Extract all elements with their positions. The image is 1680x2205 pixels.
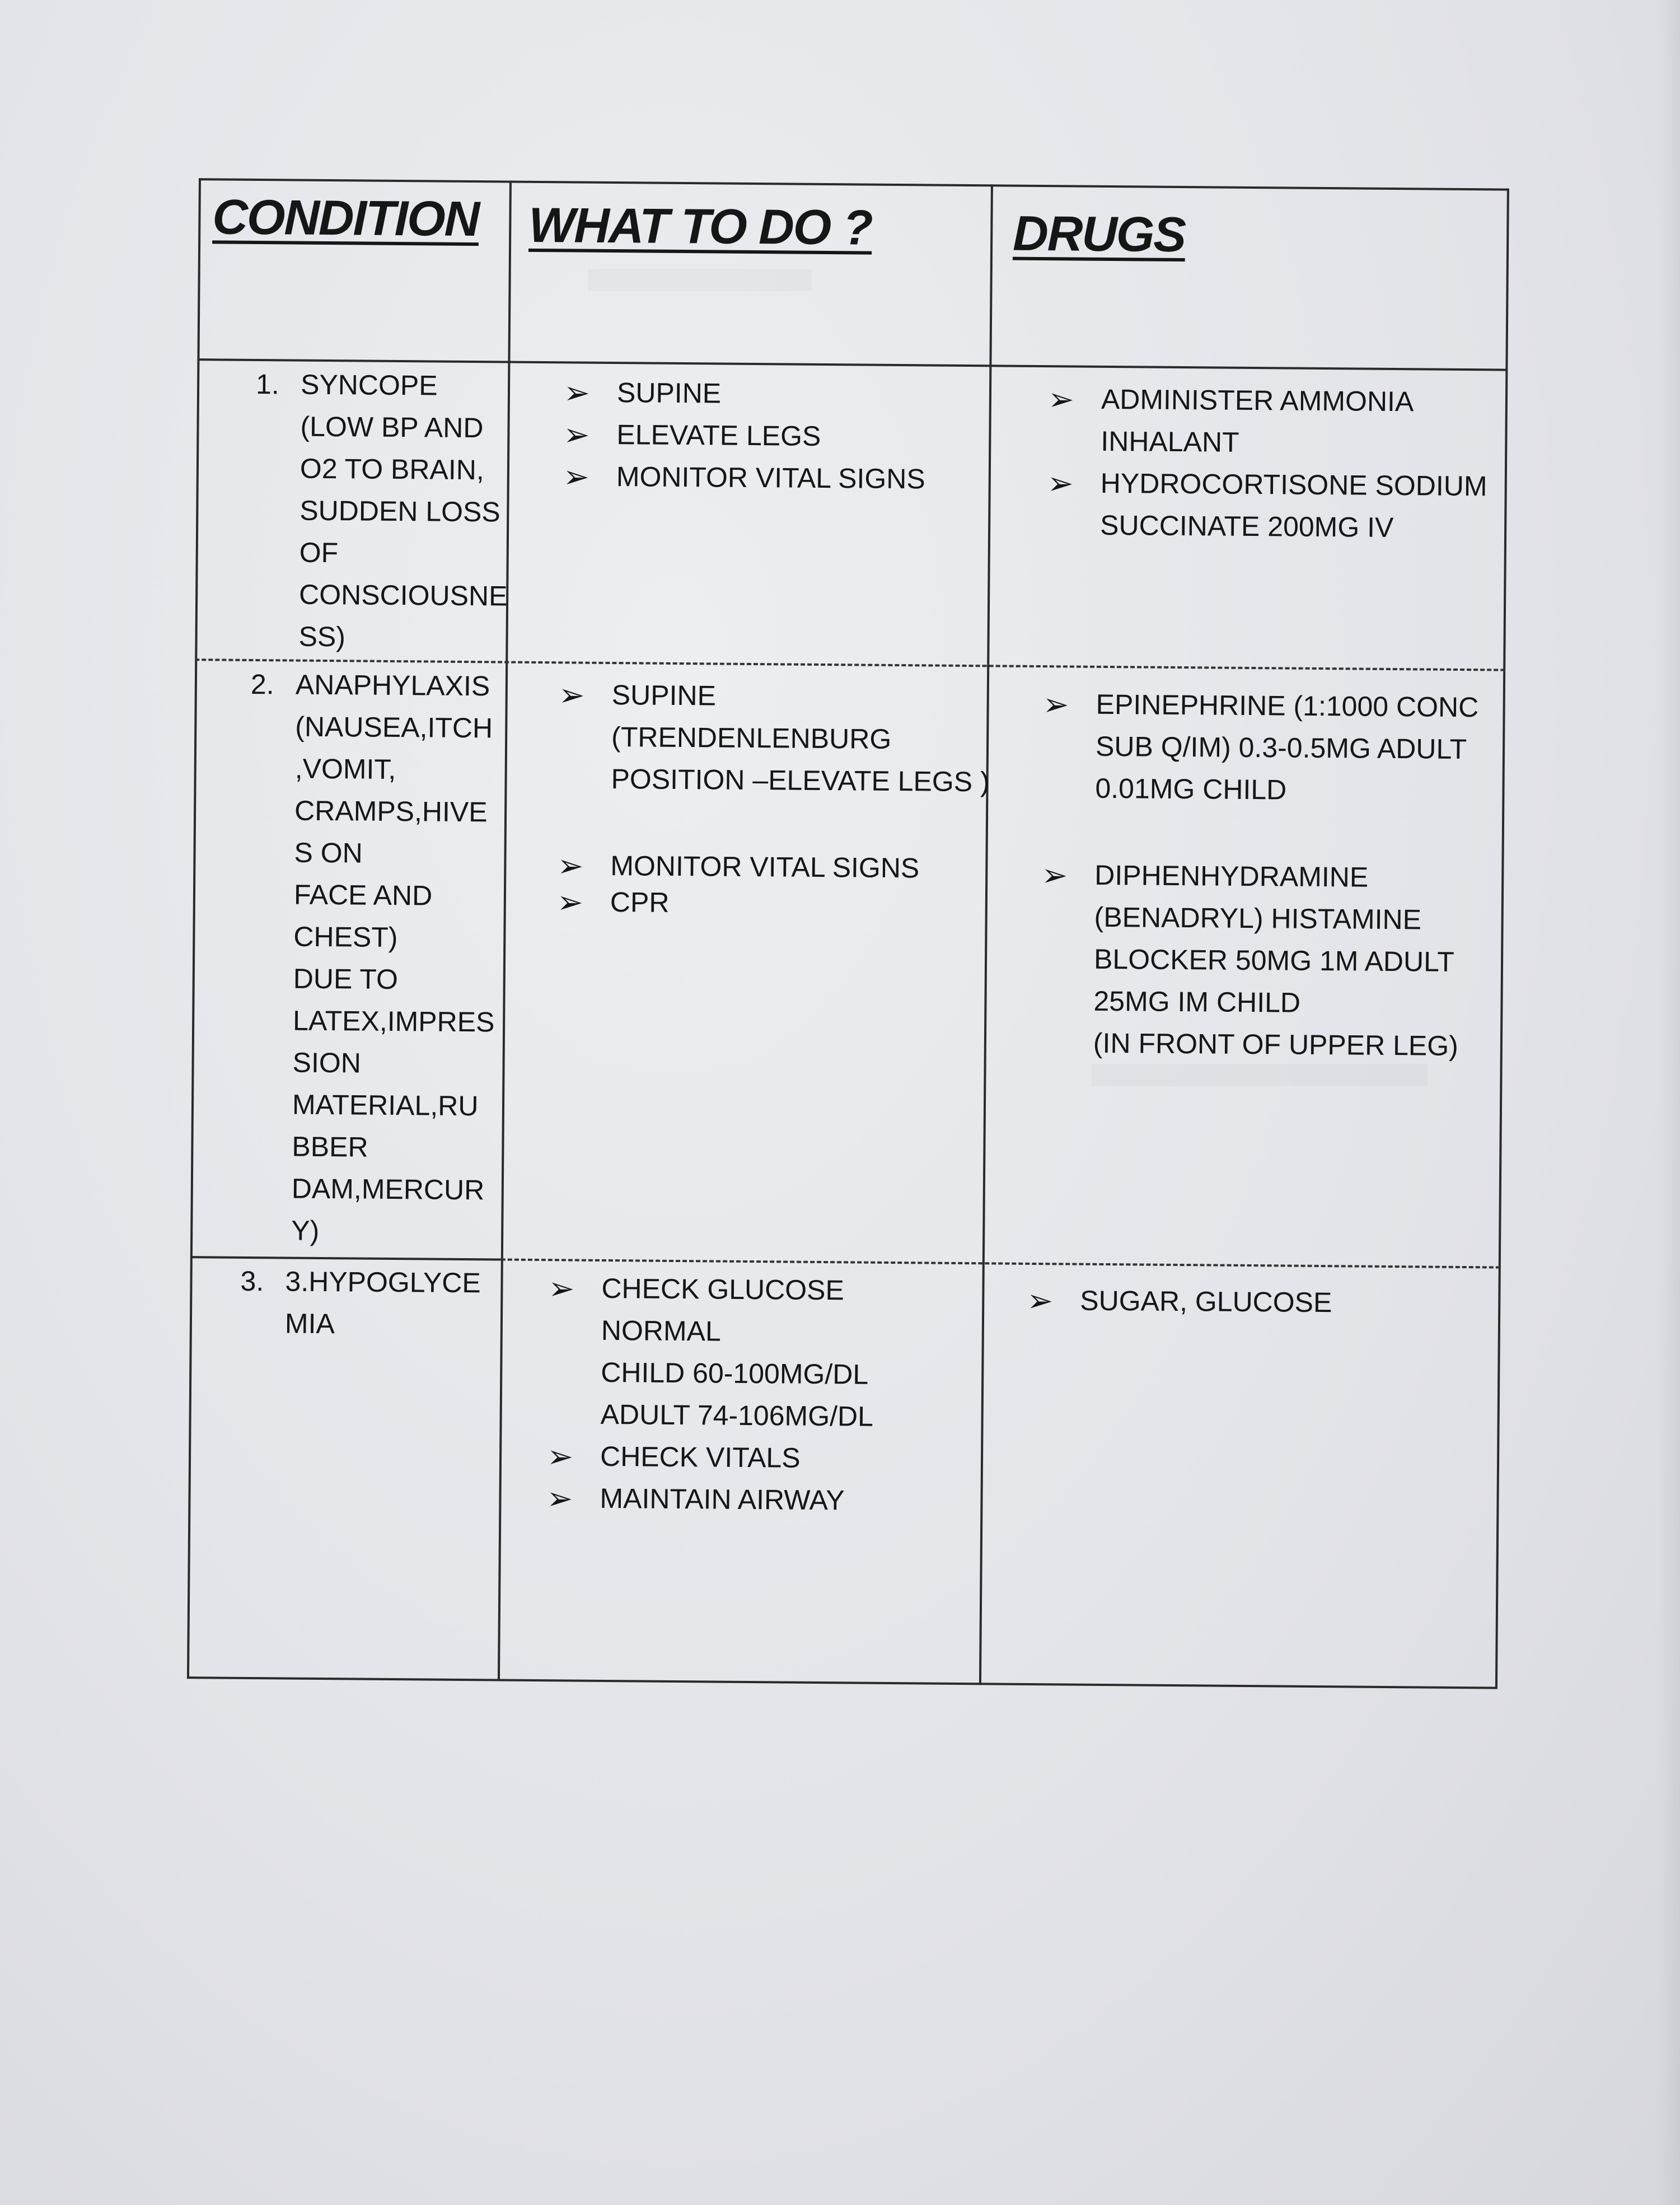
condition-line: MATERIAL,RU bbox=[292, 1089, 479, 1122]
list-item: ➢ MAINTAIN AIRWAY bbox=[546, 1477, 873, 1522]
spacer bbox=[1042, 809, 1478, 857]
header-what-to-do: WHAT TO DO ? bbox=[528, 197, 872, 255]
header-condition: CONDITION bbox=[212, 189, 479, 247]
condition-line: ANAPHYLAXIS bbox=[295, 669, 490, 702]
drugs-anaphylaxis bbox=[1040, 683, 1479, 1067]
drugs-hypoglycemia bbox=[1027, 1279, 1332, 1324]
condition-line: (LOW BP AND bbox=[300, 410, 484, 444]
condition-line: ,VOMIT, bbox=[294, 753, 396, 785]
row-divider-2 bbox=[501, 1258, 1500, 1268]
condition-line: S ON bbox=[294, 837, 363, 869]
list-item: ➢ SUGAR, GLUCOSE bbox=[1027, 1279, 1332, 1324]
arrow-bullet-icon: ➢ bbox=[556, 884, 584, 920]
header-drugs: DRUGS bbox=[1012, 205, 1186, 263]
list-item: ➢ CHECK VITALS bbox=[547, 1435, 873, 1480]
column-divider-2 bbox=[979, 184, 993, 1685]
arrow-bullet-icon: ➢ bbox=[548, 1270, 575, 1306]
arrow-bullet-icon: ➢ bbox=[546, 1438, 574, 1474]
condition-line: 3.HYPOGLYCE bbox=[285, 1265, 481, 1299]
condition-line: OF bbox=[299, 536, 339, 569]
list-item: ➢ ELEVATE LEGS bbox=[563, 413, 926, 458]
arrow-bullet-icon: ➢ bbox=[558, 677, 585, 713]
arrow-bullet-icon: ➢ bbox=[1047, 381, 1075, 417]
what-to-do-hypoglycemia bbox=[546, 1267, 874, 1522]
row-number: 1. bbox=[255, 368, 280, 400]
condition-line: SUDDEN LOSS bbox=[300, 494, 500, 528]
list-item: ➢ SUPINE (TRENDENLENBURG POSITION –ELEVATE LEGS ) bbox=[558, 674, 990, 803]
list-item: ➢ HYDROCORTISONE SODIUM SUCCINATE 200MG IV bbox=[1047, 462, 1487, 549]
list-item: ➢ MONITOR VITAL SIGNS bbox=[563, 455, 926, 500]
page-edge-shadow bbox=[1658, 0, 1680, 2205]
row-number: 2. bbox=[250, 668, 274, 700]
condition-line: MIA bbox=[284, 1307, 335, 1340]
what-to-do-syncope bbox=[563, 371, 926, 500]
condition-syncope bbox=[254, 363, 509, 660]
condition-line: DUE TO bbox=[293, 963, 399, 996]
arrow-bullet-icon: ➢ bbox=[563, 375, 591, 410]
condition-line: CRAMPS,HIVE bbox=[294, 795, 488, 828]
condition-line: Y) bbox=[291, 1214, 320, 1246]
condition-line: LATEX,IMPRES bbox=[292, 1005, 495, 1038]
condition-anaphylaxis bbox=[246, 664, 498, 1253]
arrow-bullet-icon: ➢ bbox=[1042, 686, 1069, 722]
list-item: ➢ CPR bbox=[557, 881, 989, 926]
row-divider-2-left bbox=[190, 1256, 501, 1260]
condition-line: SYNCOPE bbox=[300, 368, 438, 401]
arrow-bullet-icon: ➢ bbox=[1041, 857, 1068, 893]
list-item: ➢ SUPINE bbox=[564, 371, 926, 416]
arrow-bullet-icon: ➢ bbox=[563, 417, 590, 452]
list-item: ➢ MONITOR VITAL SIGNS bbox=[557, 844, 989, 890]
drugs-syncope bbox=[1047, 378, 1488, 549]
spacer bbox=[558, 800, 990, 848]
list-item: ➢ EPINEPHRINE (1:1000 CONC SUB Q/IM) 0.3-0.5MG ADULT 0.01MG CHILD bbox=[1042, 683, 1478, 812]
arrow-bullet-icon: ➢ bbox=[546, 1480, 573, 1516]
arrow-bullet-icon: ➢ bbox=[563, 459, 590, 494]
condition-line: CONSCIOUSNE bbox=[298, 578, 508, 612]
list-item: ➢ ADMINISTER AMMONIA INHALANT bbox=[1047, 378, 1488, 465]
condition-line: CHEST) bbox=[293, 921, 398, 954]
condition-line: BBER bbox=[292, 1130, 368, 1163]
condition-line: DAM,MERCUR bbox=[291, 1172, 485, 1206]
condition-line: (NAUSEA,ITCH bbox=[295, 711, 493, 744]
arrow-bullet-icon: ➢ bbox=[557, 848, 584, 884]
what-to-do-anaphylaxis bbox=[557, 674, 991, 926]
condition-hypoglycemia bbox=[240, 1260, 481, 1346]
condition-line: SS) bbox=[298, 620, 346, 653]
emergency-table bbox=[173, 178, 1511, 1712]
condition-line: O2 TO BRAIN, bbox=[300, 452, 484, 486]
list-item: ➢ CHECK GLUCOSE NORMAL CHILD 60-100MG/DL ADULT 74-106MG/DL bbox=[547, 1267, 874, 1438]
table-border-bottom bbox=[187, 1676, 1497, 1689]
condition-line: FACE AND bbox=[293, 879, 433, 912]
condition-line: SION bbox=[292, 1047, 362, 1079]
arrow-bullet-icon: ➢ bbox=[1047, 465, 1074, 501]
table-border-left bbox=[187, 178, 201, 1679]
row-number: 3. bbox=[240, 1265, 264, 1297]
list-item: ➢ DIPHENHYDRAMINE (BENADRYL) HISTAMINE BLOCKER 50MG 1M ADULT 25MG IM CHILD (IN FRONT OF UPPER LEG) bbox=[1040, 854, 1477, 1067]
arrow-bullet-icon: ➢ bbox=[1027, 1282, 1054, 1319]
